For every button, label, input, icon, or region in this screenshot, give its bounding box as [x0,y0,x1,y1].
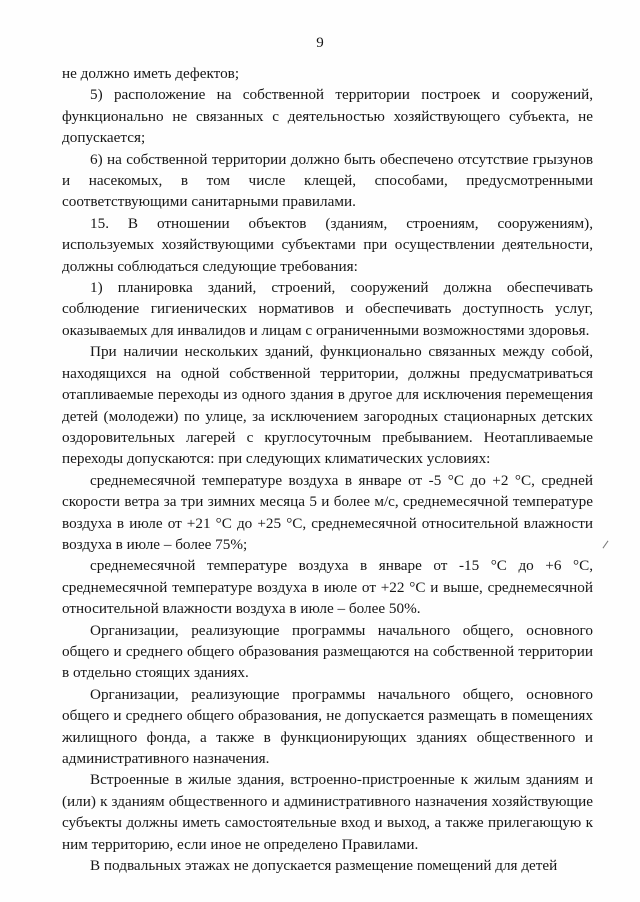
paragraph-item-1-planning: 1) планировка зданий, строений, сооружений должна обеспечивать соблюдение гигиенических нормативов и обеспечивать доступность услуг, оказываемых для инвалидов и лицам с ограниченными возможностями здоровья. [62,279,593,339]
scan-pen-mark [603,541,609,549]
paragraph-item-6: 6) на собственной территории должно быть обеспечено отсутствие грызунов и насекомых, в том числе клещей, способами, предусмотренными соответствующими санитарными правилами. [62,150,593,211]
paragraph-item-5: 5) расположение на собственной территории построек и сооружений, функционально не связанных с деятельностью хозяйствующего субъекта, не допускается; [62,86,593,147]
paragraph-heated-passages: При наличии нескольких зданий, функционально связанных между собой, находящихся на одной собственной территории, должны предусматриваться отапливаемые переходы из одного здания в другое для исключения перемещения детей (молодежи) по улице, за исключением загородных стационарных детских оздоровительных лагерей с круглосуточным пребыванием. Неотапливаемые переходы допускаются: при следующих климатических условиях: [62,343,593,468]
page-number: 9 [316,35,324,51]
paragraph-climate-condition-2: среднемесячной температуре воздуха в январе от -15 °С до +6 °С, среднемесячной температуре воздуха в июле от +22 °С и выше, среднемесячной относительной влажности воздуха в июле – более 50%. [62,557,593,618]
paragraph-clause-15: 15. В отношении объектов (зданиям, строениям, сооружениям), используемых хозяйствующими субъектами при осуществлении деятельности, должны соблюдаться следующие требования: [62,214,593,275]
document-body [62,63,593,876]
paragraph-basement-restriction: В подвальных этажах не допускается размещение помещений для детей [90,857,558,875]
paragraph-built-in-entrances: Встроенные в жилые здания, встроенно-пристроенные к жилым зданиям и (или) к зданиям общественного и административного назначения хозяйствующие субъекты должны иметь самостоятельные вход и выход, а также прилегающую к ним территорию, если иное не определено Правилами. [62,771,593,853]
paragraph-climate-condition-1: среднемесячной температуре воздуха в январе от -5 °С до +2 °С, средней скорости ветра за три зимних месяца 5 и более м/с, среднемесячной температуре воздуха в июле от +21 °С до +25 °С, среднемесячной относительной влажности воздуха в июле – более 75%; [62,471,593,553]
paragraph-defects-end: не должно иметь дефектов; [62,65,240,82]
paragraph-housing-restriction: Организации, реализующие программы начального общего, основного общего и среднего общего образования, не допускается размещать в помещениях жилищного фонда, а также в функционирующих зданиях общественного и административного назначения. [62,685,593,767]
paragraph-separate-buildings: Организации, реализующие программы начального общего, основного общего и среднего общего образования размещаются на собственной территории в отдельно стоящих зданиях. [62,621,593,682]
